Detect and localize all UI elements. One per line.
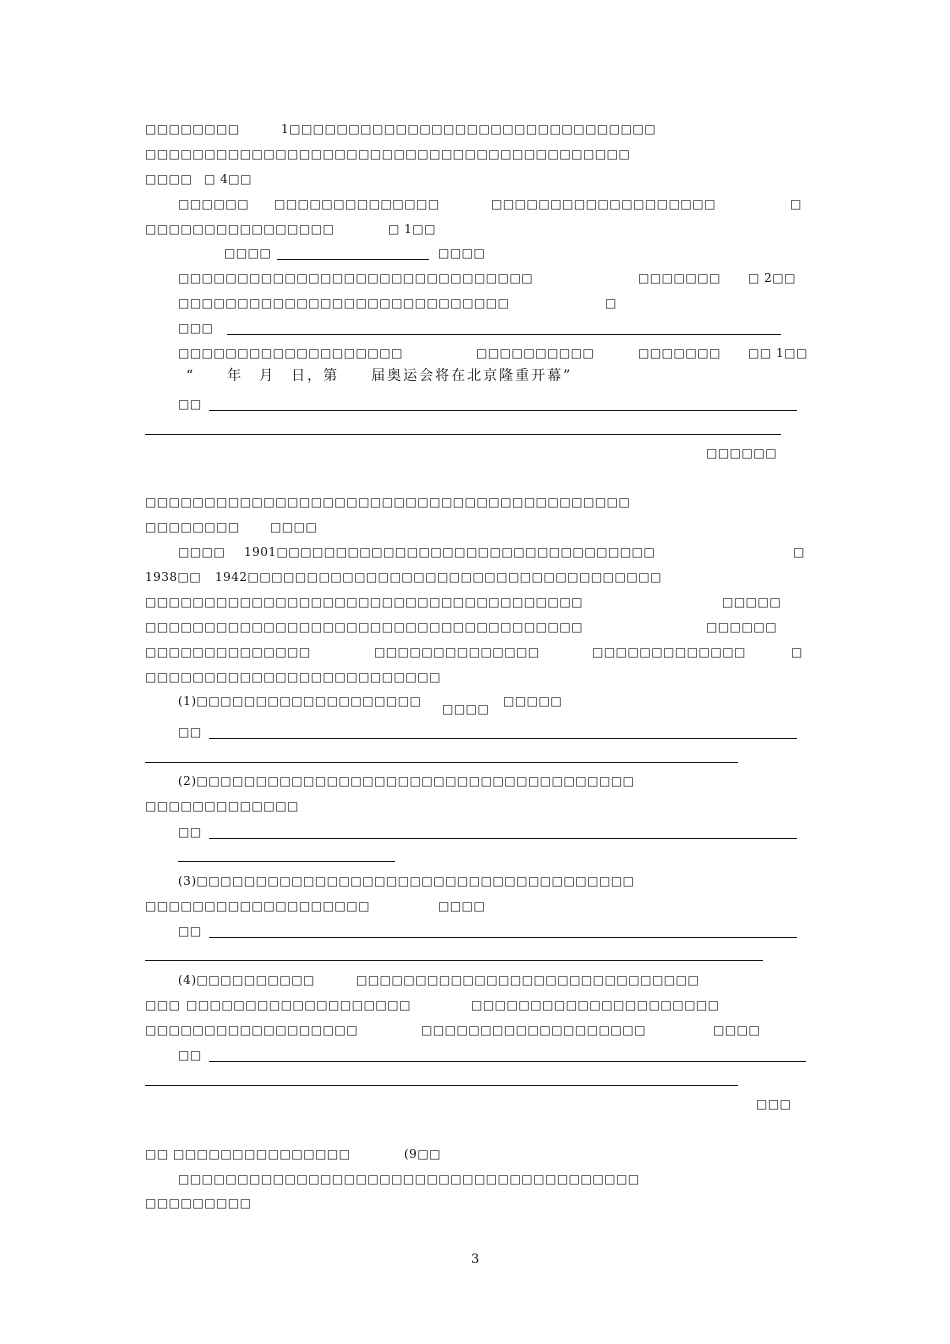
- text-line: 1942□□□□□□□□□□□□□□□□□□□□□□□□□□□□□□□□□□□: [215, 570, 662, 584]
- text-line: □□ 1□□: [748, 346, 808, 360]
- text-line: □ 1□□: [388, 222, 436, 236]
- question-4: (4)□□□□□□□□□□: [178, 973, 315, 987]
- answer-blank: [277, 259, 429, 260]
- text-line: □□□□□□□□□□□□□□□□□□□: [491, 197, 716, 211]
- text-line: □□□□: [270, 520, 318, 534]
- text-line: □□□□□□□□□□□□□: [145, 799, 299, 813]
- page-number: 3: [471, 1252, 480, 1267]
- answer-line: [209, 1061, 806, 1062]
- answer-line: [145, 762, 738, 763]
- quoted-sentence: “ 年 月 日，第 届奥运会将在北京隆重开幕”: [186, 368, 573, 384]
- text-line: □□□: [145, 998, 181, 1012]
- text-line: □□□: [178, 321, 214, 335]
- text-line: □□□□□□: [706, 446, 778, 460]
- text-line: □□□□□□□□□: [145, 1196, 252, 1210]
- text-line: □□: [178, 1048, 202, 1062]
- answer-line: [145, 1085, 738, 1086]
- text-line: □□□□□□□□□□□□□□: [274, 197, 440, 211]
- text-line: □□□□□□□□□□□□□□□□□□□□□□□□□: [145, 670, 441, 684]
- text-line: □□□□□□□: [638, 271, 721, 285]
- text-line: □□□□□□□□□□□□□□□□□□: [145, 1023, 359, 1037]
- text-line: □□□□□□□□□□□□□□: [145, 645, 311, 659]
- text-line: □ 2□□: [748, 271, 796, 285]
- text-line: □□□□□□□□□□□□□□□□□□□: [421, 1023, 646, 1037]
- text-line: □□□□□□□□□□□□□□□□□□□□□□□□□□□□□: [356, 973, 700, 987]
- text-line: □□□: [756, 1097, 792, 1111]
- text-line: □□□□□□□□□□□□□□□□□□□□□□□□□□□□□□□□□□□□□: [145, 595, 584, 609]
- text-line: 1901□□□□□□□□□□□□□□□□□□□□□□□□□□□□□□□□: [244, 545, 656, 559]
- text-line: □□□□: [145, 172, 193, 186]
- text-line: □□□□: [713, 1023, 761, 1037]
- question-3: (3)□□□□□□□□□□□□□□□□□□□□□□□□□□□□□□□□□□□□□: [178, 874, 635, 888]
- text-line: □□□□□□: [178, 197, 250, 211]
- text-line: □□□□: [178, 545, 226, 559]
- text-line: 1□□□□□□□□□□□□□□□□□□□□□□□□□□□□□□□: [281, 122, 657, 136]
- text-line: □□□□□□□□□□□□□□□□□□□□□□□□□□□□□□: [178, 271, 534, 285]
- text-line: □□□□: [438, 899, 486, 913]
- answer-line: [209, 410, 797, 411]
- text-line: □□ □□□□□□□□□□□□□□□: [145, 1147, 351, 1161]
- answer-line: [178, 861, 395, 862]
- answer-line: [227, 334, 781, 335]
- text-line: □: [790, 197, 802, 211]
- text-line: □□□□□□□: [638, 346, 721, 360]
- answer-line: [145, 434, 781, 435]
- text-line: □□□□□□□□□□: [476, 346, 595, 360]
- text-line: □□□□□□□□□□□□□□□□□□□□□□□□□□□□□□□□□□□□□□□□□: [145, 147, 631, 161]
- text-line: □□□□□□□□□□□□□: [592, 645, 746, 659]
- text-line: □□: [178, 397, 202, 411]
- answer-line: [209, 738, 797, 739]
- answer-line: [145, 960, 763, 961]
- text-line: □□□□: [224, 246, 272, 260]
- text-line: (9□□: [404, 1147, 441, 1161]
- text-line: □□□□□□□□□□□□□□□□□□□□□□□□□□□□□□□□□□□□□□□□□: [145, 495, 631, 509]
- text-line: □□□□□□□□□□□□□□□□: [145, 222, 335, 236]
- text-line: □□: [178, 725, 202, 739]
- question-2: (2)□□□□□□□□□□□□□□□□□□□□□□□□□□□□□□□□□□□□□: [178, 774, 635, 788]
- text-line: □□□□□□□□□□□□□□□□□□□: [145, 899, 370, 913]
- answer-line: [209, 937, 797, 938]
- answer-line: [209, 838, 797, 839]
- text-line: □□□□□: [503, 694, 563, 708]
- text-line: □□: [178, 924, 202, 938]
- text-line: □□□□□□□□□□□□□□□□□□□□□□□□□□□□: [178, 296, 510, 310]
- text-line: □□□□□□□□□□□□□□□□□□□□□□□□□□□□□□□□□□□□□: [145, 620, 584, 634]
- text-line: □□□□□□□□□□□□□□: [374, 645, 540, 659]
- text-line: □□: [178, 825, 202, 839]
- text-line: □□□□: [442, 702, 490, 716]
- text-line: □□□□: [438, 246, 486, 260]
- text-line: □: [793, 545, 805, 559]
- text-line: □□□□□□□□: [145, 122, 240, 136]
- text-line: □□□□□: [722, 595, 782, 609]
- text-line: □ 4□□: [204, 172, 252, 186]
- text-line: 1938□□: [145, 570, 202, 584]
- text-line: □□□□□□□□□□□□□□□□□□□□□: [471, 998, 720, 1012]
- text-line: □: [605, 296, 617, 310]
- text-line: □□□□□□: [706, 620, 778, 634]
- text-line: □: [791, 645, 803, 659]
- text-line: □□□□□□□□□□□□□□□□□□□: [186, 998, 411, 1012]
- text-line: □□□□□□□□□□□□□□□□□□□□□□□□□□□□□□□□□□□□□□□: [178, 1172, 640, 1186]
- text-line: □□□□□□□□□□□□□□□□□□□: [178, 346, 403, 360]
- text-line: □□□□□□□□: [145, 520, 240, 534]
- question-1: (1)□□□□□□□□□□□□□□□□□□□: [178, 694, 422, 708]
